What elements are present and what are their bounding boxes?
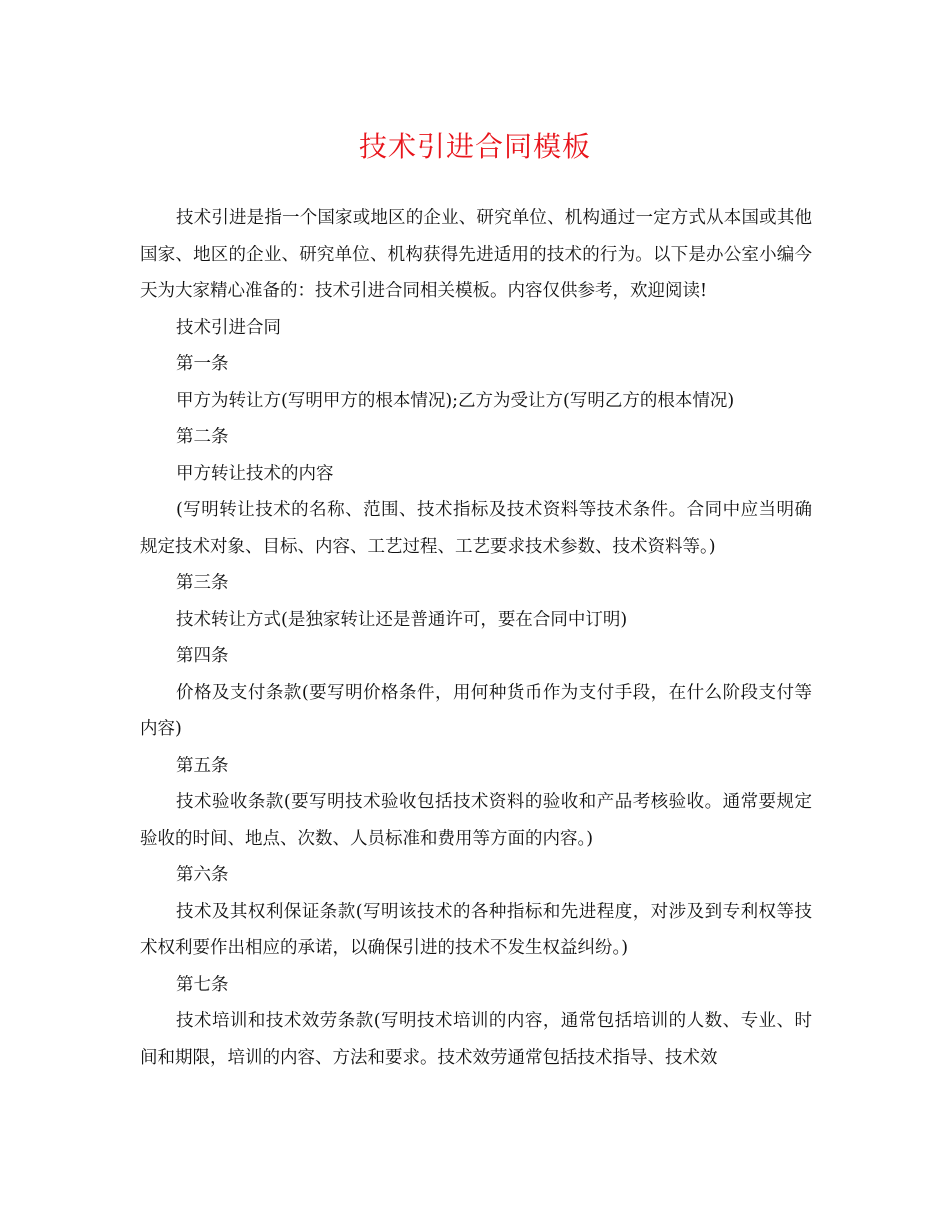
article-3-text: 技术转让方式(是独家转让还是普通许可，要在合同中订明) — [176, 609, 628, 630]
contract-heading: 技术引进合同 — [176, 317, 281, 338]
document-body — [140, 200, 812, 1076]
article-2-detail: (写明转让技术的名称、范围、技术指标及技术资料等技术条件。合同中应当明确规定技术对象、目标、内容、工艺过程、工艺要求技术参数、技术资料等。) — [140, 500, 812, 557]
article-6-text: 技术及其权利保证条款(写明该技术的各种指标和先进程度，对涉及到专利权等技术权利要作出相应的承诺，以确保引进的技术不发生权益纠纷。) — [140, 901, 812, 958]
article-3-heading: 第三条 — [176, 573, 229, 593]
article-5-text: 技术验收条款(要写明技术验收包括技术资料的验收和产品考核验收。通常要规定验收的时间、地点、次数、人员标准和费用等方面的内容。) — [140, 792, 812, 849]
article-7-text: 技术培训和技术效劳条款(写明技术培训的内容，通常包括培训的人数、专业、时间和期限，培训的内容、方法和要求。技术效劳通常包括技术指导、技术效 — [140, 1011, 812, 1068]
article-5-heading: 第五条 — [176, 755, 229, 776]
article-1-heading: 第一条 — [176, 354, 229, 374]
article-4-heading: 第四条 — [176, 646, 229, 666]
article-4-text: 价格及支付条款(要写明价格条件，用何种货币作为支付手段，在什么阶段支付等内容) — [140, 682, 812, 739]
article-2-text: 甲方转让技术的内容 — [176, 463, 334, 484]
intro-paragraph: 技术引进是指一个国家或地区的企业、研究单位、机构通过一定方式从本国或其他国家、地区的企业、研究单位、机构获得先进适用的技术的行为。以下是办公室小编今天为大家精心准备的：技术引进合同相关模板。内容仅供参考，欢迎阅读! — [140, 208, 812, 301]
article-7-heading: 第七条 — [176, 974, 229, 995]
article-2-heading: 第二条 — [176, 427, 229, 447]
article-6-heading: 第六条 — [176, 865, 229, 885]
document-title: 技术引进合同模板 — [358, 130, 591, 163]
article-1-text: 甲方为转让方(写明甲方的根本情况);乙方为受让方(写明乙方的根本情况) — [176, 390, 735, 411]
